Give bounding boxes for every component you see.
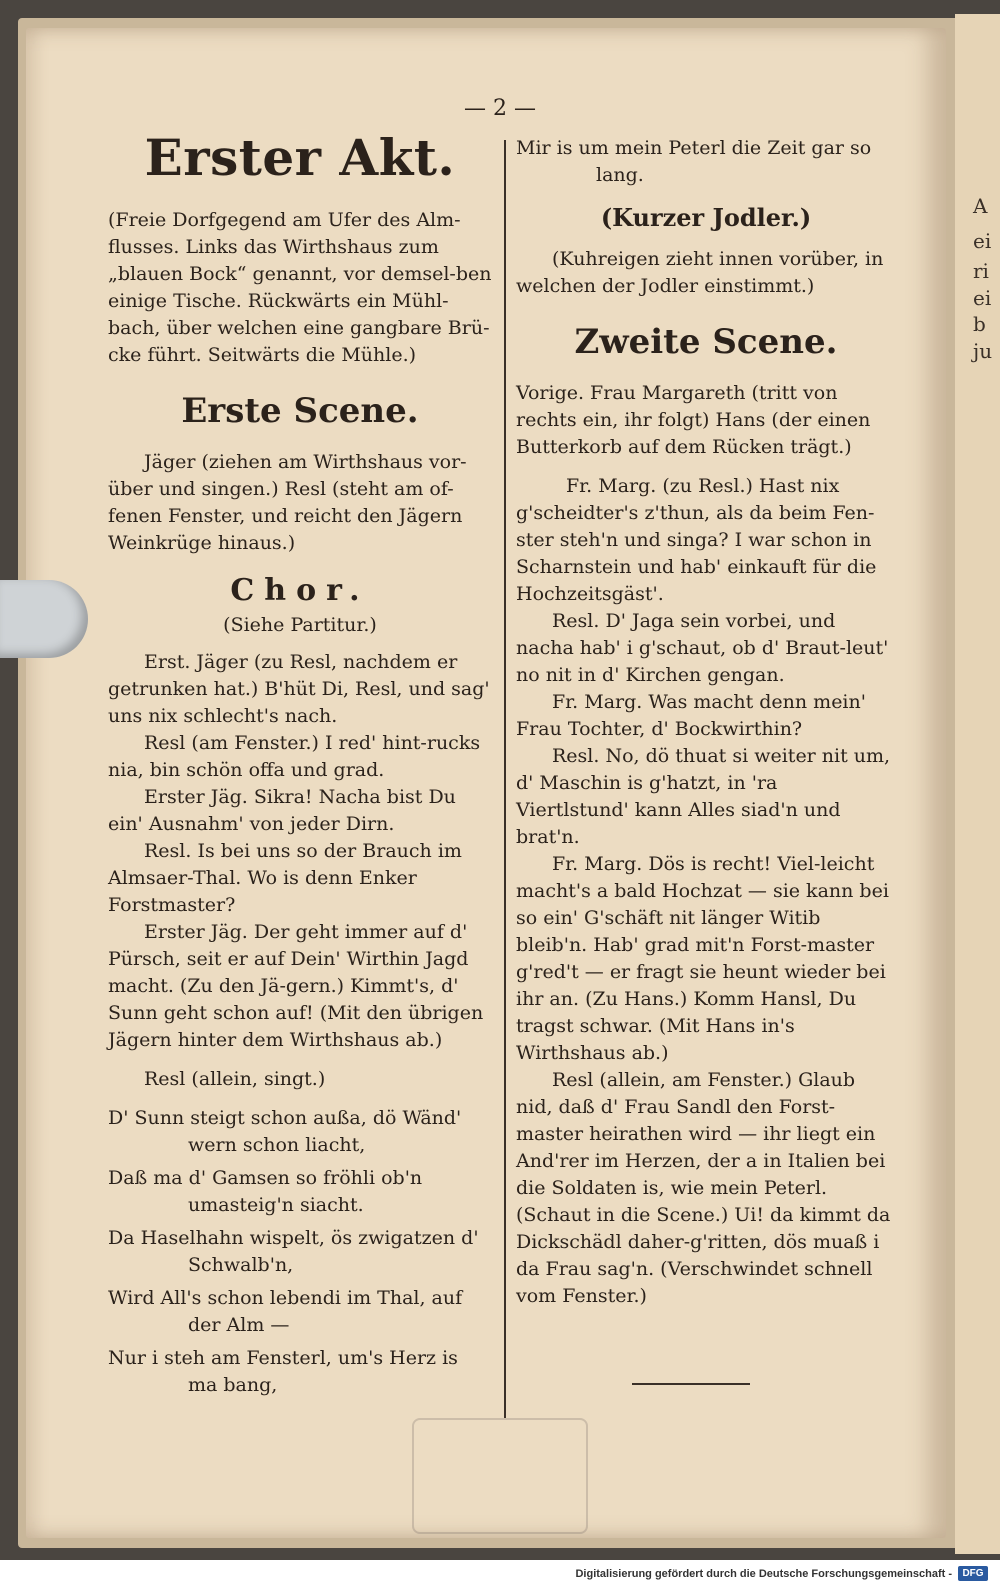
next-page-fragment: ei xyxy=(973,286,992,310)
dialogue-paragraph: Fr. Marg. (zu Resl.) Hast nix g'scheidter's z'thun, als da beim Fen-ster steh'n und singa? I war schon in Scharnstein und hab' einkauft für die Hochzeitsgäst'. xyxy=(516,475,877,605)
paper-clip xyxy=(0,580,88,658)
right-column xyxy=(516,135,896,1310)
dialogue-paragraph: Resl (am Fenster.) I red' hint-rucks nia, bin schön offa und grad. xyxy=(108,732,481,781)
dfg-logo: DFG xyxy=(958,1566,988,1581)
next-page-fragment: ei xyxy=(973,229,992,253)
scene2-intro: Vorige. Frau Margareth (tritt von rechts ein, ihr folgt) Hans (der einen Butterkorb auf dem Rücken trägt.) xyxy=(516,382,871,458)
stage-direction: (Freie Dorfgegend am Ufer des Alm-flusses. Links das Wirthshaus zum „blauen Bock“ genannt, vor demsel-ben einige Tische. Rückwärts ein Mühl-bach, über welchen eine gangbare Brü-cke führt. Seitwärts die Mühle.) xyxy=(108,209,492,366)
dialogue-paragraph: Resl. Is bei uns so der Brauch im Almsaer-Thal. Wo is denn Enker Forstmaster? xyxy=(108,840,462,916)
next-page-fragment: ju xyxy=(973,339,993,363)
dialogue-paragraph: Resl (allein, am Fenster.) Glaub nid, daß d' Frau Sandl den Forst-master heirathen wird — ihr liegt ein And'rer im Herzen, der a in Italien bei die Soldaten is, wie mein Peterl. (Schaut in die Scene.) Ui! da kimmt da Dickschädl daher-g'ritten, dös muaß i da Frau sag'n. (Verschwindet schnell vom Fenster.) xyxy=(516,1069,891,1307)
dialogue-paragraph: Fr. Marg. Dös is recht! Viel-leicht macht's a bald Hochzat — sie kann bei so ein' G'schäft nit länger Witib bleib'n. Hab' grad mit'n Forst-master g'red't — er fragt sie heunt wieder bei ihr an. (Zu Hans.) Komm Hansl, Du tragst schwar. (Mit Hans in's Wirthshaus ab.) xyxy=(516,853,889,1064)
dialogue-paragraph: Resl. No, dö thuat si weiter nit um, d' Maschin is g'hatzt, in 'ra Viertlstund' kann Alles siad'n und brat'n. xyxy=(516,745,891,848)
dialogue-paragraph: Resl. D' Jaga sein vorbei, und nacha hab' i g'schaut, ob d' Braut-leut' no nit in d' Kirchen gengan. xyxy=(516,610,889,686)
scene2-title: Zweite Scene. xyxy=(574,322,838,362)
jodler-note: (Kuhreigen zieht innen vorüber, in welchen der Jodler einstimmt.) xyxy=(516,248,884,297)
verse-continuation: Mir is um mein Peterl die Zeit gar so lang. xyxy=(516,137,872,186)
end-rule xyxy=(632,1383,750,1385)
jodler-title: (Kurzer Jodler.) xyxy=(600,203,812,232)
dialogue-paragraph: Erst. Jäger (zu Resl, nachdem er getrunken hat.) B'hüt Di, Resl, und sag' uns nix schlecht's nach. xyxy=(108,651,490,727)
next-page-margin xyxy=(955,14,1000,1554)
column-divider xyxy=(504,140,506,1418)
verse-line: Wird All's schon lebendi im Thal, auf der Alm — xyxy=(108,1287,463,1336)
dialogue-paragraph: Resl (allein, singt.) xyxy=(144,1068,326,1090)
verse-line: Nur i steh am Fensterl, um's Herz is ma bang, xyxy=(108,1347,458,1396)
next-page-fragment: A xyxy=(973,194,988,218)
verse-line: D' Sunn steigt schon außa, dö Wänd' wern schon liacht, xyxy=(108,1107,462,1156)
footer-text: Digitalisierung gefördert durch die Deutsche Forschungsgemeinschaft - xyxy=(575,1568,952,1580)
library-stamp xyxy=(412,1418,588,1534)
verse-line: Daß ma d' Gamsen so fröhli ob'n umasteig'n siacht. xyxy=(108,1167,423,1216)
next-page-fragment: b xyxy=(973,312,986,336)
verse-line: Da Haselhahn wispelt, ös zwigatzen d' Schwalb'n, xyxy=(108,1227,479,1276)
dialogue-paragraph: Erster Jäg. Der geht immer auf d' Pürsch, seit er auf Dein' Wirthin Jagd macht. (Zu den Jä-gern.) Kimmt's, d' Sunn geht schon auf! (Mit den übrigen Jägern hinter dem Wirthshaus ab.) xyxy=(108,921,484,1051)
chor-title: Chor. xyxy=(230,573,370,608)
scene-title: Erste Scene. xyxy=(181,391,419,431)
footer-bar xyxy=(0,1560,1000,1589)
scene-intro: Jäger (ziehen am Wirthshaus vor-über und singen.) Resl (steht am of-fenen Fenster, und reicht den Jägern Weinkrüge hinaus.) xyxy=(108,451,467,554)
dialogue-paragraph: Erster Jäg. Sikra! Nacha bist Du ein' Ausnahm' von jeder Dirn. xyxy=(108,786,456,835)
next-page-fragment: ri xyxy=(973,259,989,283)
act-title: Erster Akt. xyxy=(144,128,456,187)
page-number: — 2 — xyxy=(464,96,536,121)
dialogue-paragraph: Fr. Marg. Was macht denn mein' Frau Tochter, d' Bockwirthin? xyxy=(516,691,866,740)
left-column xyxy=(108,128,492,1401)
chor-note: (Siehe Partitur.) xyxy=(223,614,377,636)
